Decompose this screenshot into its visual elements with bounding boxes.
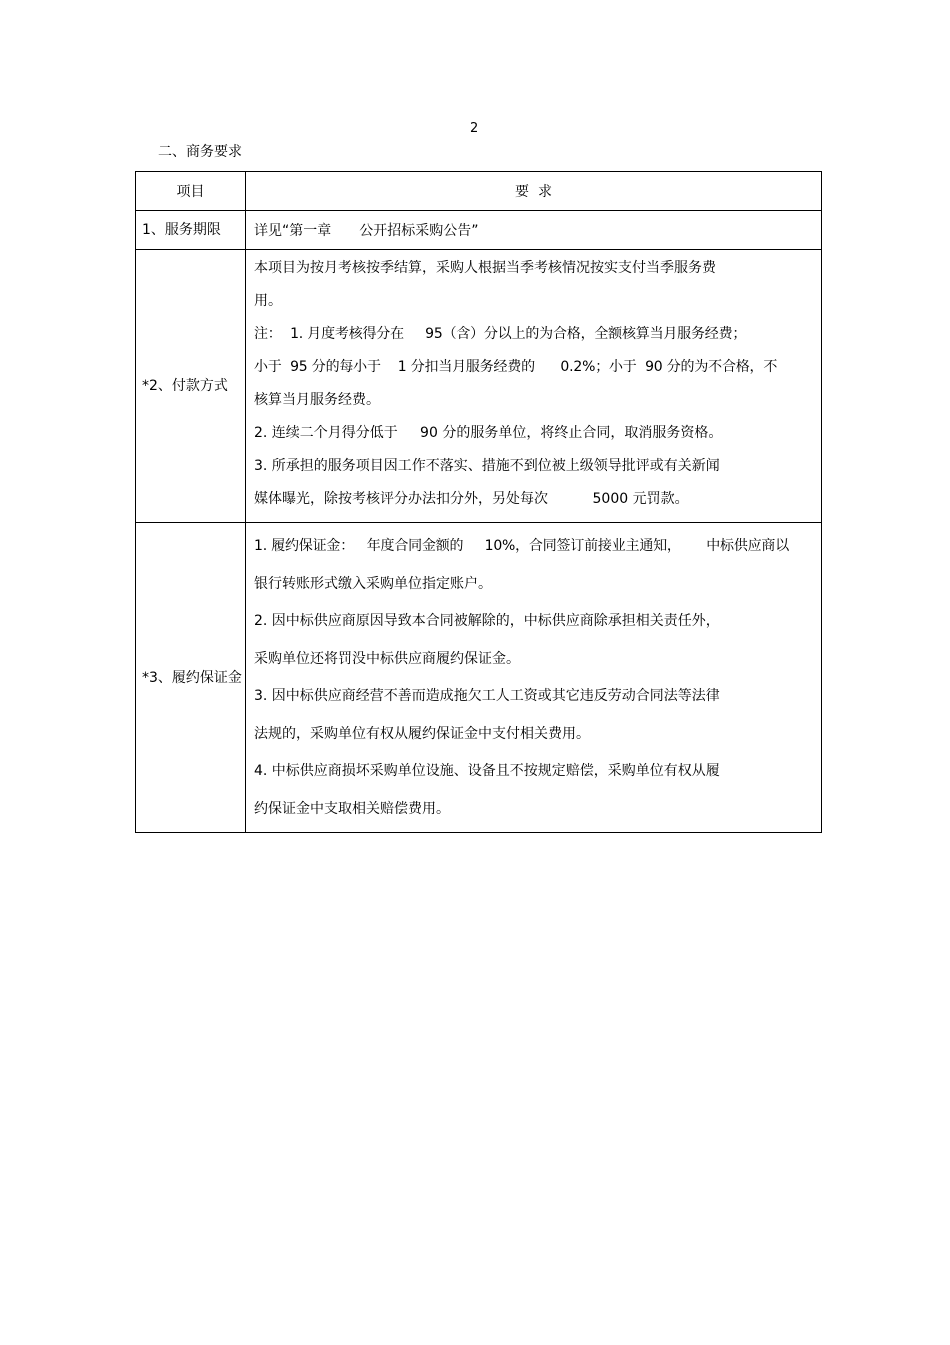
row-content-service-period: [246, 211, 822, 250]
content-line: 媒体曝光，除按考核评分办法扣分外，另处每次 5000 元罚款。: [254, 491, 689, 507]
content-line: 3. 因中标供应商经营不善而造成拖欠工人工资或其它违反劳动合同法等法律: [254, 688, 720, 704]
content-line: 核算当月服务经费。: [254, 392, 380, 408]
table-row: [136, 211, 822, 250]
content-line: 注： 1. 月度考核得分在 95（含）分以上的为合格，全额核算当月服务经费；: [254, 326, 747, 342]
content-line: 采购单位还将罚没中标供应商履约保证金。: [254, 650, 520, 667]
content-line: 约保证金中支取相关赔偿费用。: [254, 800, 450, 817]
section-title: 二、商务要求: [158, 144, 242, 160]
content-line: 用。: [254, 293, 282, 309]
content-line: 银行转账形式缴入采购单位指定账户。: [254, 575, 492, 592]
header-requirement: 要 求: [246, 172, 822, 211]
row-content-performance-bond: [246, 523, 822, 833]
table-header-row: [136, 172, 822, 211]
header-item: 项目: [136, 172, 246, 211]
content-line: 1. 履约保证金： 年度合同金额的 10%，合同签订前接业主通知， 中标供应商以: [254, 538, 790, 554]
business-requirements-table: [135, 171, 822, 833]
content-line: 小于 95 分的每小于 1 分扣当月服务经费的 0.2%；小于 90 分的为不合格，不: [254, 359, 778, 375]
table-row: [136, 523, 822, 833]
row-content-payment-method: [246, 250, 822, 523]
content-line: 2. 连续二个月得分低于 90 分的服务单位，将终止合同，取消服务资格。: [254, 425, 723, 441]
content-line: 详见“第一章 公开招标采购公告”: [254, 223, 479, 239]
row-item-payment-method: *2、付款方式: [136, 250, 246, 523]
content-line: 2. 因中标供应商原因导致本合同被解除的，中标供应商除承担相关责任外，: [254, 613, 720, 629]
content-line: 法规的，采购单位有权从履约保证金中支付相关费用。: [254, 725, 590, 742]
content-line: 3. 所承担的服务项目因工作不落实、措施不到位被上级领导批评或有关新闻: [254, 458, 720, 474]
row-item-performance-bond: *3、履约保证金: [136, 523, 246, 833]
row-item-service-period: 1、服务期限: [136, 211, 246, 250]
page-number: 2: [470, 121, 479, 136]
content-line: 4. 中标供应商损坏采购单位设施、设备且不按规定赔偿，采购单位有权从履: [254, 763, 720, 779]
table-row: [136, 250, 822, 523]
content-line: 本项目为按月考核按季结算，采购人根据当季考核情况按实支付当季服务费: [254, 260, 716, 276]
